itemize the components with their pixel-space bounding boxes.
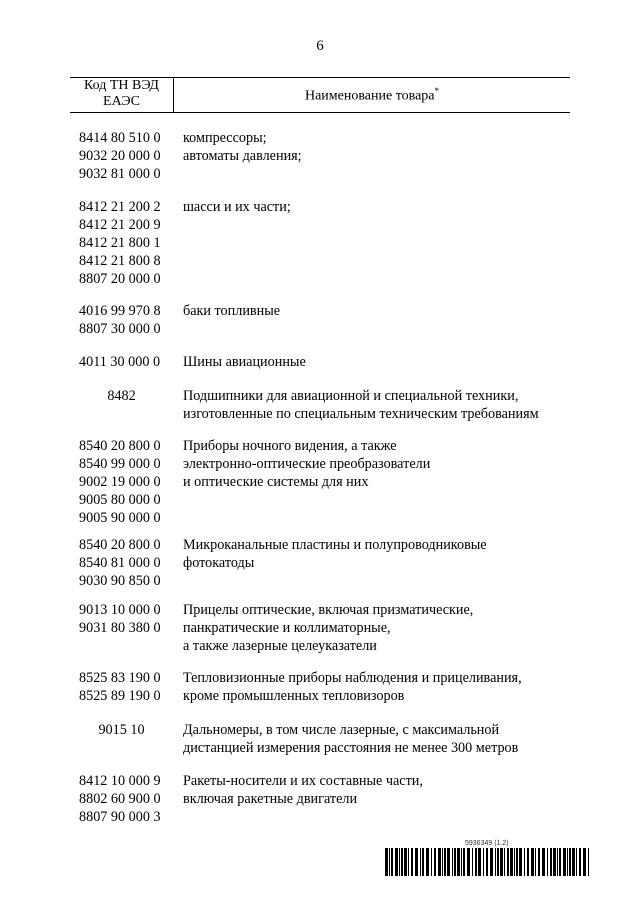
- barcode-bar: [467, 848, 470, 876]
- barcode-bar: [438, 848, 441, 876]
- barcode-bar: [404, 848, 407, 876]
- barcode-bar: [475, 848, 477, 876]
- code-value: 9015 10: [98, 722, 145, 738]
- code-value: 9032 20 000 0: [79, 148, 161, 164]
- barcode-bar: [563, 848, 566, 876]
- barcode-bar: [514, 848, 515, 876]
- barcode-bar: [401, 848, 403, 876]
- barcode-bar: [550, 848, 552, 876]
- code-value: 8802 60 900 0: [79, 791, 161, 807]
- code-cell: [79, 302, 179, 338]
- barcode-bar: [553, 848, 556, 876]
- description-line: шасси и их части;: [183, 199, 291, 215]
- description-cell: [183, 437, 583, 491]
- code-value: 8412 21 200 9: [79, 217, 161, 233]
- barcode-bar: [490, 848, 493, 876]
- code-value: 8807 20 000 0: [79, 271, 161, 287]
- code-value: 9002 19 000 0: [79, 474, 161, 490]
- description-line: включая ракетные двигатели: [183, 791, 358, 807]
- description-line: электронно-оптические преобразователи: [183, 456, 431, 472]
- page-number: 6: [316, 38, 324, 54]
- barcode-bar: [472, 848, 473, 876]
- code-value: 8540 20 800 0: [79, 438, 161, 454]
- barcode-bar: [588, 848, 589, 876]
- barcode-bar: [516, 848, 518, 876]
- column-header-name: [174, 86, 570, 105]
- code-value: 8412 21 800 8: [79, 253, 161, 269]
- code-cell: [79, 601, 179, 637]
- code-value: 8807 30 000 0: [79, 321, 161, 337]
- barcode-bar: [569, 848, 571, 876]
- description-cell: [183, 772, 583, 808]
- description-cell: [183, 302, 583, 320]
- column-header-name-text: Наименование товара: [304, 88, 435, 104]
- barcode-bar: [547, 848, 548, 876]
- code-cell: [70, 387, 173, 405]
- table-header-rule: [70, 112, 570, 113]
- barcode-bar: [426, 848, 429, 876]
- barcode-bar: [500, 848, 503, 876]
- description-cell: [183, 353, 583, 371]
- barcode-bar: [478, 848, 481, 876]
- description-line: Микроканальные пластины и полупроводниковые: [183, 537, 487, 553]
- barcode-bar: [576, 848, 577, 876]
- barcode-bar: [583, 848, 586, 876]
- barcode-bar: [385, 848, 388, 876]
- description-line: баки топливные: [183, 303, 281, 319]
- code-value: 8482: [107, 388, 136, 404]
- description-cell: [183, 198, 583, 216]
- barcode-bar: [395, 848, 398, 876]
- barcode-bar: [531, 848, 534, 876]
- barcode-bar: [510, 848, 513, 876]
- code-value: 8540 20 800 0: [79, 537, 161, 553]
- description-cell: [183, 536, 583, 572]
- barcode-bar: [391, 848, 393, 876]
- barcode-bar: [431, 848, 432, 876]
- code-value: 8412 10 000 9: [79, 773, 161, 789]
- description-line: кроме промышленных тепловизоров: [183, 688, 405, 704]
- code-value: 9005 90 000 0: [79, 510, 161, 526]
- description-cell: [183, 721, 583, 757]
- description-line: дистанцией измерения расстояния не менее 300 метров: [183, 740, 519, 756]
- barcode-bar: [399, 848, 400, 876]
- description-cell: [183, 669, 583, 705]
- barcode-image: [383, 848, 593, 876]
- description-line: изготовленные по специальным техническим требованиям: [183, 406, 539, 422]
- description-line: панкратические и коллиматорные,: [183, 620, 391, 636]
- description-line: Ракеты-носители и их составные части,: [183, 773, 423, 789]
- code-value: 8807 90 000 3: [79, 809, 161, 825]
- barcode-bar: [542, 848, 545, 876]
- code-value: 8414 80 510 0: [79, 130, 161, 146]
- barcode-bar: [559, 848, 561, 876]
- barcode-bar: [507, 848, 509, 876]
- code-cell: [79, 536, 179, 590]
- code-value: 9005 80 000 0: [79, 492, 161, 508]
- barcode-bar: [497, 848, 499, 876]
- code-value: 9032 81 000 0: [79, 166, 161, 182]
- description-cell: [183, 129, 583, 165]
- description-line: Приборы ночного видения, а также: [183, 438, 397, 454]
- description-line: а также лазерные целеуказатели: [183, 638, 377, 654]
- barcode-label: 5936349 (1.2): [465, 840, 509, 847]
- barcode-bar: [420, 848, 421, 876]
- barcode-bar: [519, 848, 522, 876]
- barcode-bar: [434, 848, 436, 876]
- barcode-bar: [527, 848, 529, 876]
- code-cell: [70, 721, 173, 739]
- barcode-bar: [495, 848, 496, 876]
- barcode-bar: [411, 848, 413, 876]
- barcode-bar: [415, 848, 418, 876]
- barcode-bar: [535, 848, 536, 876]
- description-line: компрессоры;: [183, 130, 267, 146]
- barcode-bar: [408, 848, 409, 876]
- barcode-bar: [579, 848, 581, 876]
- barcode-bar: [483, 848, 484, 876]
- barcode-bar: [557, 848, 558, 876]
- barcode-bar: [504, 848, 505, 876]
- description-line: фотокатоды: [183, 555, 255, 571]
- code-value: 8412 21 800 1: [79, 235, 161, 251]
- code-value: 9013 10 000 0: [79, 602, 161, 618]
- barcode-bar: [567, 848, 568, 876]
- barcode-bar: [524, 848, 525, 876]
- barcode-bar: [538, 848, 540, 876]
- column-header-code: Код ТН ВЭД ЕАЭС: [84, 78, 159, 109]
- code-value: 8525 83 190 0: [79, 670, 161, 686]
- barcode-bar: [442, 848, 443, 876]
- code-cell: [79, 772, 179, 826]
- barcode-bar: [572, 848, 575, 876]
- description-cell: [183, 387, 583, 423]
- code-value: 9030 90 850 0: [79, 573, 161, 589]
- barcode-bar: [452, 848, 453, 876]
- description-line: Тепловизионные приборы наблюдения и прицеливания,: [183, 670, 522, 686]
- footnote-marker: *: [434, 86, 439, 96]
- barcode-bar: [457, 848, 460, 876]
- barcode-bar: [422, 848, 424, 876]
- barcode-bar: [486, 848, 488, 876]
- description-line: Шины авиационные: [183, 354, 306, 370]
- description-cell: [183, 601, 583, 655]
- code-value: 4016 99 970 8: [79, 303, 161, 319]
- description-line: и оптические системы для них: [183, 474, 369, 490]
- code-cell: [79, 353, 179, 371]
- barcode-bar: [389, 848, 390, 876]
- code-value: 8540 81 000 0: [79, 555, 161, 571]
- code-value: 8525 89 190 0: [79, 688, 161, 704]
- code-cell: [79, 198, 179, 288]
- code-value: 4011 30 000 0: [79, 354, 161, 370]
- code-value: 9031 80 380 0: [79, 620, 161, 636]
- barcode-bar: [463, 848, 465, 876]
- barcode-bar: [454, 848, 456, 876]
- code-cell: [79, 437, 179, 527]
- description-line: автоматы давления;: [183, 148, 302, 164]
- code-value: 8540 99 000 0: [79, 456, 161, 472]
- code-cell: [79, 129, 179, 183]
- barcode-bar: [461, 848, 462, 876]
- description-line: Прицелы оптические, включая призматические,: [183, 602, 474, 618]
- description-line: Подшипники для авиационной и специальной техники,: [183, 388, 519, 404]
- code-value: 8412 21 200 2: [79, 199, 161, 215]
- barcode-bar: [444, 848, 446, 876]
- barcode-bar: [447, 848, 450, 876]
- code-cell: [79, 669, 179, 705]
- description-line: Дальномеры, в том числе лазерные, с максимальной: [183, 722, 500, 738]
